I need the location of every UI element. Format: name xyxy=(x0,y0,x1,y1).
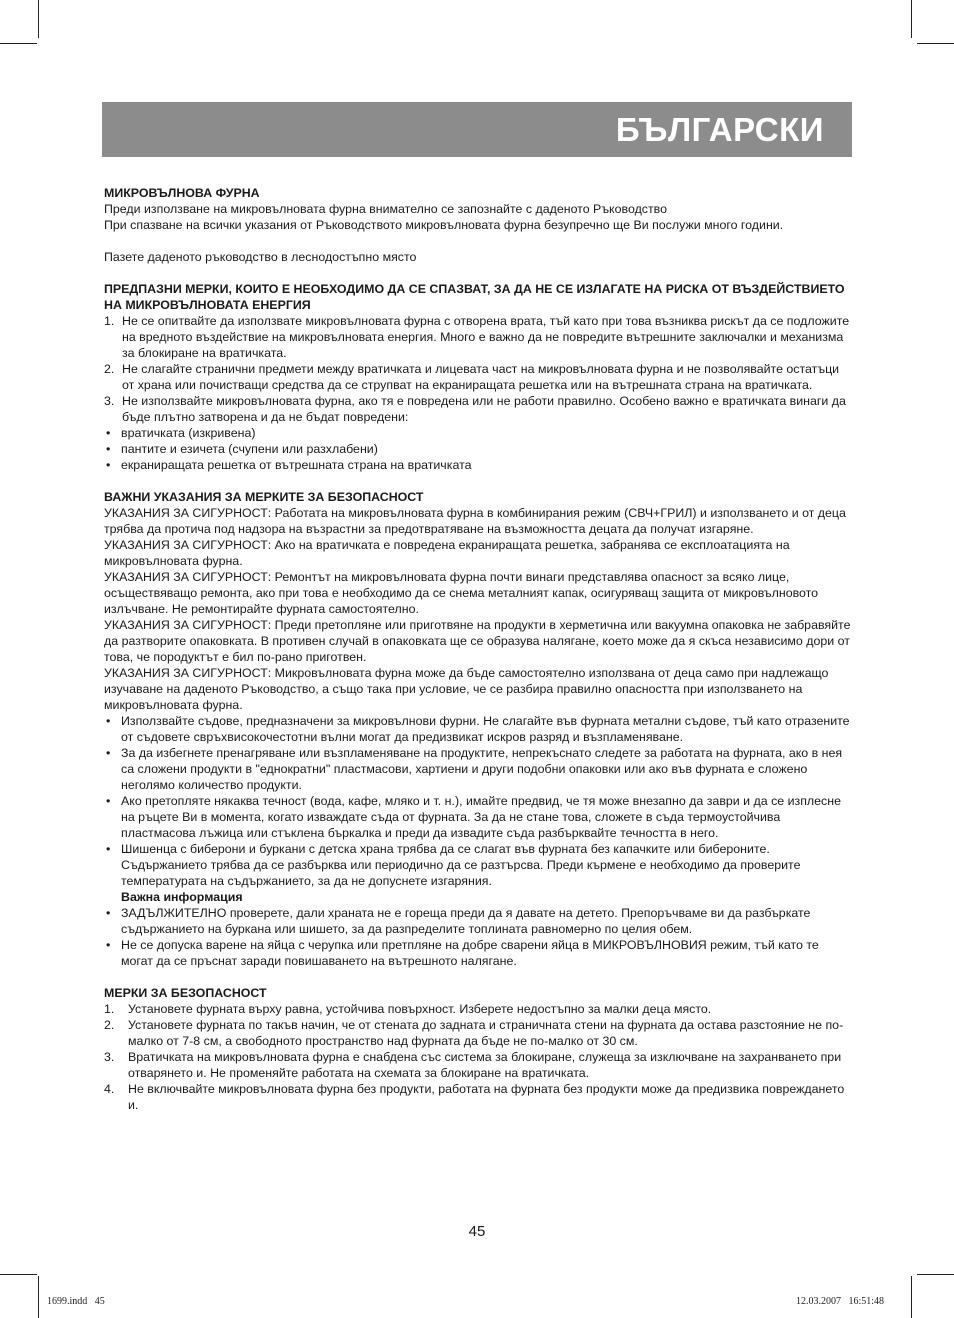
bullet-item: • Използвайте съдове, предназначени за микровълнови фурни. Не слагайте във фурната метални съдове, тъй като отразените от съдовете свръхвисокочестотни вълни могат да предизвикат искров разряд и възпламеняване. xyxy=(106,714,850,744)
manual-content xyxy=(104,185,852,1113)
bullet-icon: • xyxy=(106,426,111,440)
safety-note: УКАЗАНИЯ ЗА СИГУРНОСТ: Работата на микровълновата фурна в комбинирания режим (СВЧ+ГРИЛ) и използването и от деца трябва да протича под надзора на възрастни за предотвратяване на възможността децата да получат изгаряне. xyxy=(104,506,846,536)
crop-mark xyxy=(911,1276,912,1318)
numbered-item: 1. Установете фурната върху равна, устойчива повърхност. Изберете недостъпно за малки деца място. xyxy=(104,1002,712,1016)
bullet-icon: • xyxy=(106,906,111,920)
bullet-icon: • xyxy=(106,938,111,952)
section-heading: ПРЕДПАЗНИ МЕРКИ, КОИТО Е НЕОБХОДИМО ДА СЕ СПАЗВАТ, ЗА ДА НЕ СЕ ИЗЛАГАТЕ НА РИСКА ОТ ВЪЗДЕЙСТВИЕТО НА МИКРОВЪЛНОВАТА ЕНЕРГИЯ xyxy=(104,282,845,312)
file-slug: 1699.indd 45 xyxy=(47,1296,105,1307)
numbered-item: 1. Не се опитвайте да използвате микровълновата фурна с отворена врата, тъй като при това възниква рискът да се подложите на вредното въздействие на микровълновата енергия. Много е важно да не повредите вътрешните заключалки и механизма за блокиране на вратичката. xyxy=(104,314,850,360)
crop-mark xyxy=(911,0,912,38)
numbered-item: 4. Не включвайте микровълновата фурна без продукти, работата на фурната без продукти може да предизвика повреждането и. xyxy=(104,1082,845,1112)
numbered-item: 3. Вратичката на микровълновата фурна е снабдена със система за блокиране, служеща за изключване на захранването при отварянето и. Не променяйте работата на схемата за блокиране на вратичката. xyxy=(104,1050,842,1080)
bullet-icon: • xyxy=(106,442,111,456)
numbered-item: 3. Не използвайте микровълновата фурна, ако тя е повредена или не работи правилно. Особено важно е вратичката винаги да бъде плътно затворена и да не бъдат повредени: xyxy=(104,394,846,424)
language-title: БЪЛГАРСКИ xyxy=(615,111,824,148)
bullet-item: • вратичката (изкривена) xyxy=(106,426,256,440)
section-heading: МЕРКИ ЗА БЕЗОПАСНОСТ xyxy=(104,986,267,1000)
bullet-icon: • xyxy=(106,458,111,472)
crop-mark xyxy=(917,43,954,44)
bullet-item: • Ако претопляте някаква течност (вода, кафе, мляко и т. н.), имайте предвид, че тя може внезапно да заври и да се изплесне на ръцете Ви в момента, когато изваждате съда от фурната. За да не стане това, сложете в съда термоустойчива пластмасова лъжица или стъклена бъркалка и преди да извадите съда разбърквайте течността в него. xyxy=(106,794,841,840)
bullet-icon: • xyxy=(106,842,111,856)
crop-mark xyxy=(0,43,37,44)
safety-note: УКАЗАНИЯ ЗА СИГУРНОСТ: Микровълновата фурна може да бъде самостоятелно използвана от деца само при надлежащо изучаване на даденото Ръководство, а също така при условие, че се разбира правилно опасността при използването на микровълновата фурна. xyxy=(104,666,829,712)
print-timestamp: 12.03.2007 16:51:48 xyxy=(795,1296,884,1307)
bullet-item: • За да избегнете пренагряване или възпламеняване на продуктите, непрекъснато следете за работата на фурната, ако в нея са сложени продукти в "еднократни" пластмасови, хартиени и други подобни опаковки или ако във фурната е сложено неголямо количество продукти. xyxy=(106,746,843,792)
bullet-item: • Шишенца с биберони и буркани с детска храна трябва да се слагат във фурната без капачките или бибероните. Съдържанието трябва да се разбърква или периодично да се разтърсва. Преди кърмене е необходимо да проверите температурата на съдържанието, за да не допуснете изгаряния. xyxy=(106,842,801,888)
crop-mark xyxy=(38,1276,39,1318)
bullet-icon: • xyxy=(106,714,111,728)
numbered-item: 2. Не слагайте странични предмети между вратичката и лицевата част на микровълновата фурна и не позволявайте остатъци от храна или почистващи средства да се струпват на екраниращата решетка или на вътрешната страна на вратичката. xyxy=(104,362,840,392)
crop-mark xyxy=(0,1274,37,1275)
paragraph: Пазете даденото ръководство в леснодостъпно място xyxy=(104,250,417,264)
crop-mark xyxy=(917,1274,954,1275)
numbered-item: 2. Установете фурната по такъв начин, че от стената до задната и страничната стени на фурната да остава разстояние не по-малко от 7-8 см, а свободното пространство над фурната да бъде не по-малко от 30 см. xyxy=(104,1018,844,1048)
section-heading: ВАЖНИ УКАЗАНИЯ ЗА МЕРКИТЕ ЗА БЕЗОПАСНОСТ xyxy=(104,490,424,504)
paragraph: Преди използване на микровълновата фурна внимателно се запознайте с даденото Ръководство xyxy=(104,202,668,216)
bullet-item: • Не се допуска варене на яйца с черупка или претпляне на добре сварени яйца в МИКРОВЪЛНОВИЯ режим, тъй като те могат да се пръснат заради повишаването на вътрешното налягане. xyxy=(106,938,819,968)
language-banner xyxy=(102,102,852,157)
bullet-item: • ЗАДЪЛЖИТЕЛНО проверете, дали храната не е гореща преди да я давате на детето. Препоръчваме ви да разбъркате съдържанието на буркана или шишето, за да разпределите топлината равномерно по целия обем. xyxy=(106,906,811,936)
bullet-icon: • xyxy=(106,746,111,760)
safety-note: УКАЗАНИЯ ЗА СИГУРНОСТ: Преди претопляне или приготвяне на продукти в херметична или вакуумна опаковка не забравяйте да разтворите опаковката. В противен случай в опаковката ще се образува налягане, което може да я скъса независимо дори от това, че породуктът е бил по-рано приготвен. xyxy=(104,618,851,664)
page-number: 45 xyxy=(468,1223,486,1240)
bullet-item: • пантите и езичета (счупени или разхлабени) xyxy=(106,442,378,456)
bullet-icon: • xyxy=(106,794,111,808)
safety-note: УКАЗАНИЯ ЗА СИГУРНОСТ: Ако на вратичката е повредена екраниращата решетка, забранява се експлоатацията на микровълновата фурна. xyxy=(104,538,790,568)
paragraph: При спазване на всички указания от Ръководството микровълновата фурна безупречно ще Ви послужи много години. xyxy=(104,218,784,232)
crop-mark xyxy=(38,0,39,38)
important-label: Важна информация xyxy=(121,890,243,904)
bullet-item: • екраниращата решетка от вътрешната страна на вратичката xyxy=(106,458,472,472)
section-heading: МИКРОВЪЛНОВА ФУРНА xyxy=(104,186,260,200)
safety-note: УКАЗАНИЯ ЗА СИГУРНОСТ: Ремонтът на микровълновата фурна почти винаги представлява опасност за всяко лице, осъществяващо ремонта, ако при това е необходимо да се снема металният капак, осигуряващ защита от микровълновото излъчване. Не ремонтирайте фурната самостоятелно. xyxy=(104,570,819,616)
